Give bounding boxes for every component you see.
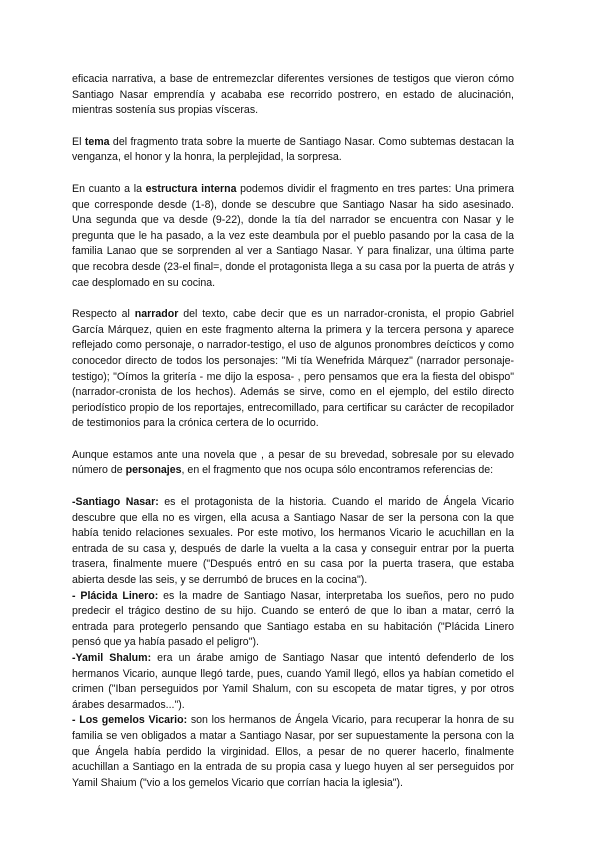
personajes-keyword: personajes bbox=[125, 464, 182, 477]
character-entry-placida bbox=[72, 589, 514, 651]
estructura-post: podemos dividir el fragmento en tres partes: Una primera que corresponde desde (1-8), donde se descubre que Santiago Nasar ha sido asesinado. Una segunda que va desde (9-22), donde la tía del narrador se encuentra con Nasar y le pregunta que le ha pasado, a la vez este deambula por el pueblo pasando por la casa de la familia Lanao que se sorprenden al ver a Santiago Nasar. Y para finalizar, una última parte que recobra desde (23-el final=, donde el protagonista llega a su casa por la puerta de atrás y cae desplomado en su cocina. bbox=[72, 182, 514, 289]
character-entry-gemelos bbox=[72, 713, 514, 791]
tema-keyword: tema bbox=[84, 135, 110, 148]
character-name: Yamil Shalum: bbox=[75, 652, 152, 664]
character-prefix: - bbox=[72, 589, 81, 602]
personajes-post: , en el fragmento que nos ocupa sólo encontramos referencias de: bbox=[181, 464, 494, 477]
character-prefix: - bbox=[72, 652, 76, 664]
character-list bbox=[72, 495, 514, 791]
character-description: es el protagonista de la historia. Cuando el marido de Ángela Vicario descubre que ella no es virgen, ella acusa a Santiago Nasar de ser la persona con la que había tenido relaciones sexuales. Por este motivo, los hermanos Vicario le acuchillan en la entrada de su casa y, después de darle la vuelta a la casa y conseguir entrar por la puerta trasera, finalmente muere ("Después entró en su casa por la puerta trasera, que estaba abierta desde las seis, y se derrumbó de bruces en la cocina"). bbox=[72, 496, 514, 587]
tema-pre: El bbox=[72, 135, 85, 148]
character-entry-yamil bbox=[72, 651, 514, 713]
narrador-paragraph bbox=[72, 307, 514, 432]
character-name: Los gemelos Vicario: bbox=[79, 714, 188, 727]
personajes-paragraph bbox=[72, 448, 514, 479]
character-prefix: - bbox=[72, 714, 80, 727]
personajes-pre: Aunque estamos ante una novela que , a pesar de su brevedad, sobresale por su elevado número de bbox=[72, 448, 514, 477]
character-prefix: - bbox=[72, 496, 76, 509]
character-description: era un árabe amigo de Santiago Nasar que intentó defenderlo de los hermanos Vicario, aunque llegó tarde, pues, cuando Yamil llegó, ellos ya habían cometido el crimen ("Iban perseguidos por Yamil Shalum, con su escopeta de matar tigres, y por otros árabes desarmados..."). bbox=[72, 652, 514, 711]
character-name: Plácida Linero: bbox=[80, 589, 159, 602]
narrador-keyword: narrador bbox=[134, 308, 179, 321]
character-description: son los hermanos de Ángela Vicario, para recuperar la honra de su familia se ven obligados a matar a Santiago Nasar, por ser supuestamente la persona con la que Ángela había perdido la virginidad. Ellos, a pesar de no querer hacerlo, finalmente acuchillan a Santiago en la entrada de su propia casa y luego huyen al ser perseguidos por Yamil Shaium ("vio a los gemelos Vicario que corrían hacia la iglesia"). bbox=[72, 714, 514, 789]
estructura-pre: En cuanto a la bbox=[72, 182, 146, 195]
intro-paragraph: eficacia narrativa, a base de entremezclar diferentes versiones de testigos que vieron cómo Santiago Nasar emprendía y acababa ese recorrido postrero, en estado de alucinación, mientras sostenía sus propias vísceras. bbox=[72, 73, 514, 117]
narrador-post: del texto, cabe decir que es un narrador-cronista, el propio Gabriel García Márquez, quien en este fragmento alterna la primera y la tercera persona y aparece reflejado como personaje, o narrador-testigo, el uso de algunos pronombres deícticos y como conocedor directo de todos los personajes: "Mi tía Wenefrida Márquez" (narrador personaje- testigo); "Oímos la gritería - me dijo la esposa- , pero pensamos que era la fiesta del obispo" (narrador-cronista de los hechos). Además se sirve, como en el ejemplo, del estilo directo periodístico propio de los reportajes, entrecomillado, para certificar su carácter de recopilador de testimonios para la crónica certera de lo ocurrido. bbox=[72, 308, 514, 430]
character-description: es la madre de Santiago Nasar, interpretaba los sueños, pero no pudo predecir el trágico destino de su hijo. Cuando se enteró de que lo iban a matar, cerró la entrada para protegerlo pensando que Santiago estaba en su habitación ("Plácida Linero pensó que ya había pasado el peligro"). bbox=[72, 589, 514, 649]
tema-paragraph bbox=[72, 135, 514, 166]
estructura-paragraph bbox=[72, 182, 514, 291]
narrador-pre: Respecto al bbox=[72, 308, 135, 321]
character-entry-santiago bbox=[72, 495, 514, 589]
tema-post: del fragmento trata sobre la muerte de Santiago Nasar. Como subtemas destacan la venganza, el honor y la honra, la perplejidad, la sorpresa. bbox=[72, 135, 514, 164]
character-name: Santiago Nasar: bbox=[75, 496, 159, 509]
estructura-keyword: estructura interna bbox=[145, 182, 237, 195]
